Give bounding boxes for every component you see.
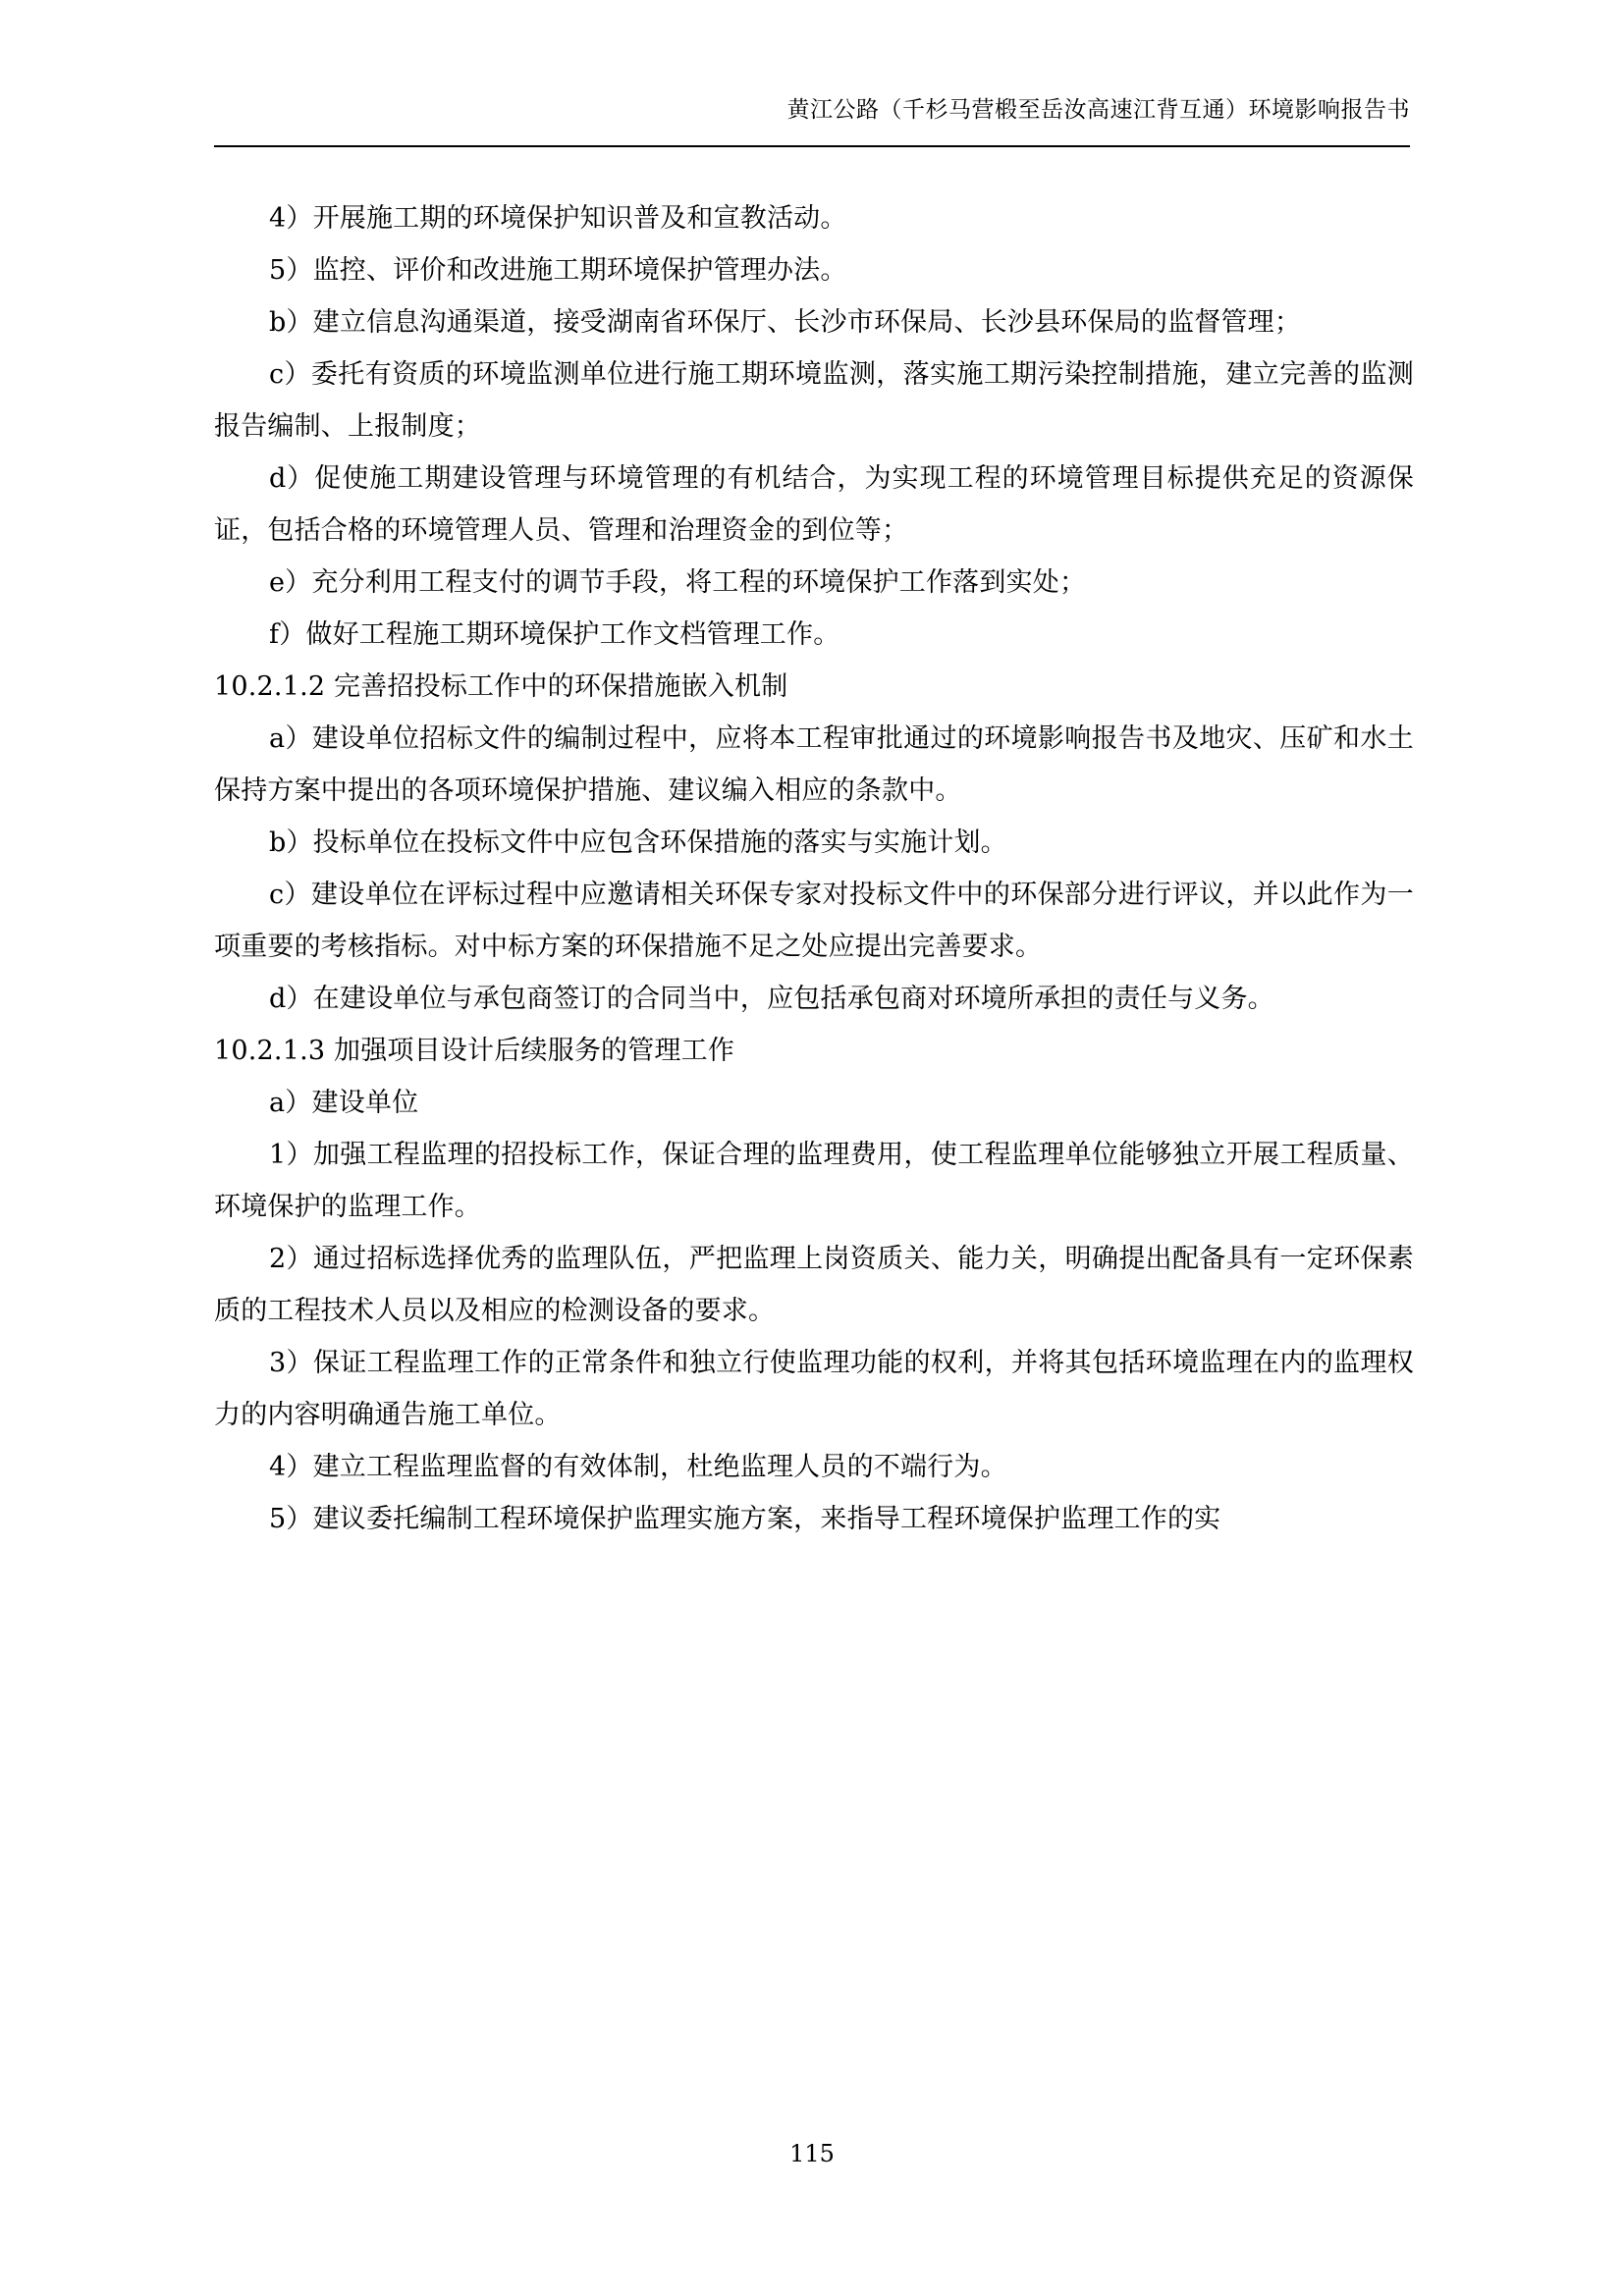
page-content	[214, 192, 1414, 1545]
paragraph: a）建设单位	[269, 1088, 419, 1118]
paragraph: c）建设单位在评标过程中应邀请相关环保专家对投标文件中的环保部分进行评议，并以此作为一项重要的考核指标。对中标方案的环保措施不足之处应提出完善要求。	[214, 880, 1414, 962]
paragraph: 5）监控、评价和改进施工期环境保护管理办法。	[269, 255, 847, 286]
paragraph: 3）保证工程监理工作的正常条件和独立行使监理功能的权利，并将其包括环境监理在内的监理权力的内容明确通告施工单位。	[214, 1348, 1414, 1430]
paragraph: f）做好工程施工期环境保护工作文档管理工作。	[269, 619, 840, 650]
page-number: 115	[789, 2140, 835, 2167]
paragraph: 4）建立工程监理监督的有效体制，杜绝监理人员的不端行为。	[269, 1452, 1007, 1482]
paragraph: a）建设单位招标文件的编制过程中，应将本工程审批通过的环境影响报告书及地灾、压矿和水土保持方案中提出的各项环境保护措施、建议编入相应的条款中。	[214, 723, 1414, 806]
paragraph: e）充分利用工程支付的调节手段，将工程的环境保护工作落到实处；	[269, 567, 1087, 598]
paragraph: 4）开展施工期的环境保护知识普及和宣教活动。	[269, 203, 847, 234]
paragraph: 2）通过招标选择优秀的监理队伍，严把监理上岗资质关、能力关，明确提出配备具有一定环保素质的工程技术人员以及相应的检测设备的要求。	[214, 1244, 1414, 1326]
paragraph: d）促使施工期建设管理与环境管理的有机结合，为实现工程的环境管理目标提供充足的资源保证，包括合格的环境管理人员、管理和治理资金的到位等；	[214, 463, 1414, 546]
paragraph: b）投标单位在投标文件中应包含环保措施的落实与实施计划。	[269, 828, 1007, 858]
paragraph: c）委托有资质的环境监测单位进行施工期环境监测，落实施工期污染控制措施，建立完善的监测报告编制、上报制度；	[214, 359, 1414, 442]
paragraph: d）在建设单位与承包商签订的合同当中，应包括承包商对环境所承担的责任与义务。	[269, 984, 1274, 1014]
paragraph: 1）加强工程监理的招投标工作，保证合理的监理费用，使工程监理单位能够独立开展工程质量、环境保护的监理工作。	[214, 1140, 1414, 1222]
paragraph: 5）建议委托编制工程环境保护监理实施方案，来指导工程环境保护监理工作的实	[269, 1504, 1221, 1534]
header-divider	[214, 145, 1410, 147]
paragraph: b）建立信息沟通渠道，接受湖南省环保厅、长沙市环保局、长沙县环保局的监督管理；	[269, 307, 1302, 338]
page-header: 黄江公路（千杉马营椴至岳汝高速江背互通）环境影响报告书	[786, 97, 1410, 123]
section-heading: 10.2.1.3 加强项目设计后续服务的管理工作	[214, 1036, 735, 1066]
section-heading: 10.2.1.2 完善招投标工作中的环保措施嵌入机制	[214, 671, 788, 702]
